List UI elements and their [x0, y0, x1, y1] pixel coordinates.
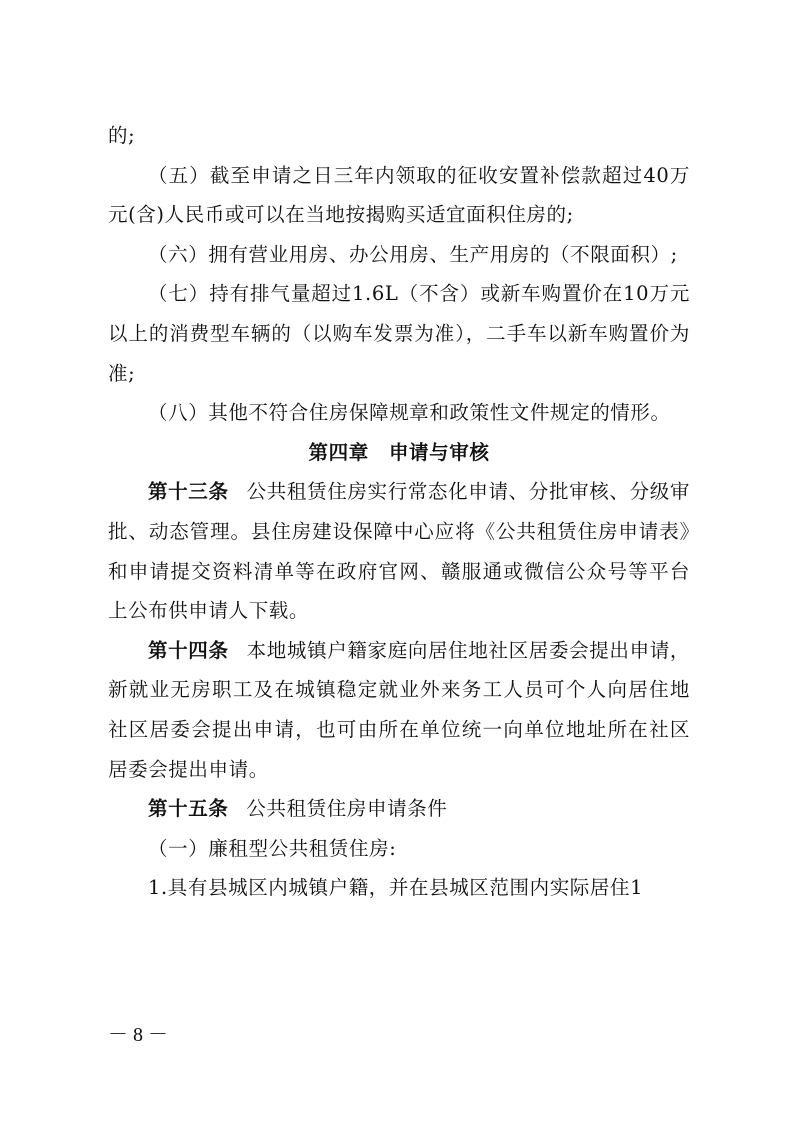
paragraph-item-5: （五）截至申请之日三年内领取的征收安置补偿款超过40万元(含)人民币或可以在当地按揭购买适宜面积住房的; — [108, 163, 690, 227]
paragraph-item-7: （七）持有排气量超过1.6L（不含）或新车购置价在10万元以上的消费型车辆的（以购车发票为准），二手车以新车购置价为准; — [108, 282, 690, 385]
article-13 — [108, 472, 690, 630]
chapter-title: 第四章 申请与审核 — [308, 440, 490, 464]
sub-item-2: 1.具有县城区内城镇户籍，并在县城区范围内实际居住1 — [148, 876, 644, 900]
article-14 — [108, 631, 690, 789]
page-number: － 8 － — [108, 1024, 168, 1046]
article-label: 第十三条 — [148, 480, 229, 504]
paragraph-item-6: （六）拥有营业用房、办公用房、生产用房的（不限面积）; — [148, 242, 678, 266]
document-body — [108, 116, 690, 908]
article-15 — [108, 789, 690, 829]
article-text: 公共租赁住房申请条件 — [246, 797, 448, 821]
article-label: 第十四条 — [148, 638, 229, 662]
paragraph-item-8: （八）其他不符合住房保障规章和政策性文件规定的情形。 — [148, 401, 671, 425]
article-label: 第十五条 — [148, 797, 229, 821]
paragraph-continuation: 的; — [108, 124, 136, 147]
article-text: 公共租赁住房实行常态化申请、分批审核、分级审批、动态管理。县住房建设保障中心应将《公共租赁住房申请表》和申请提交资料清单等在政府官网、赣服通或微信公众号等平台上公布供申请人下载。 — [108, 480, 690, 623]
sub-item-1: （一）廉租型公共租赁住房: — [148, 836, 397, 860]
article-text: 本地城镇户籍家庭向居住地社区居委会提出申请，新就业无房职工及在城镇稳定就业外来务工人员可个人向居住地社区居委会提出申请，也可由所在单位统一向单位地址所在社区居委会提出申请。 — [108, 638, 690, 781]
